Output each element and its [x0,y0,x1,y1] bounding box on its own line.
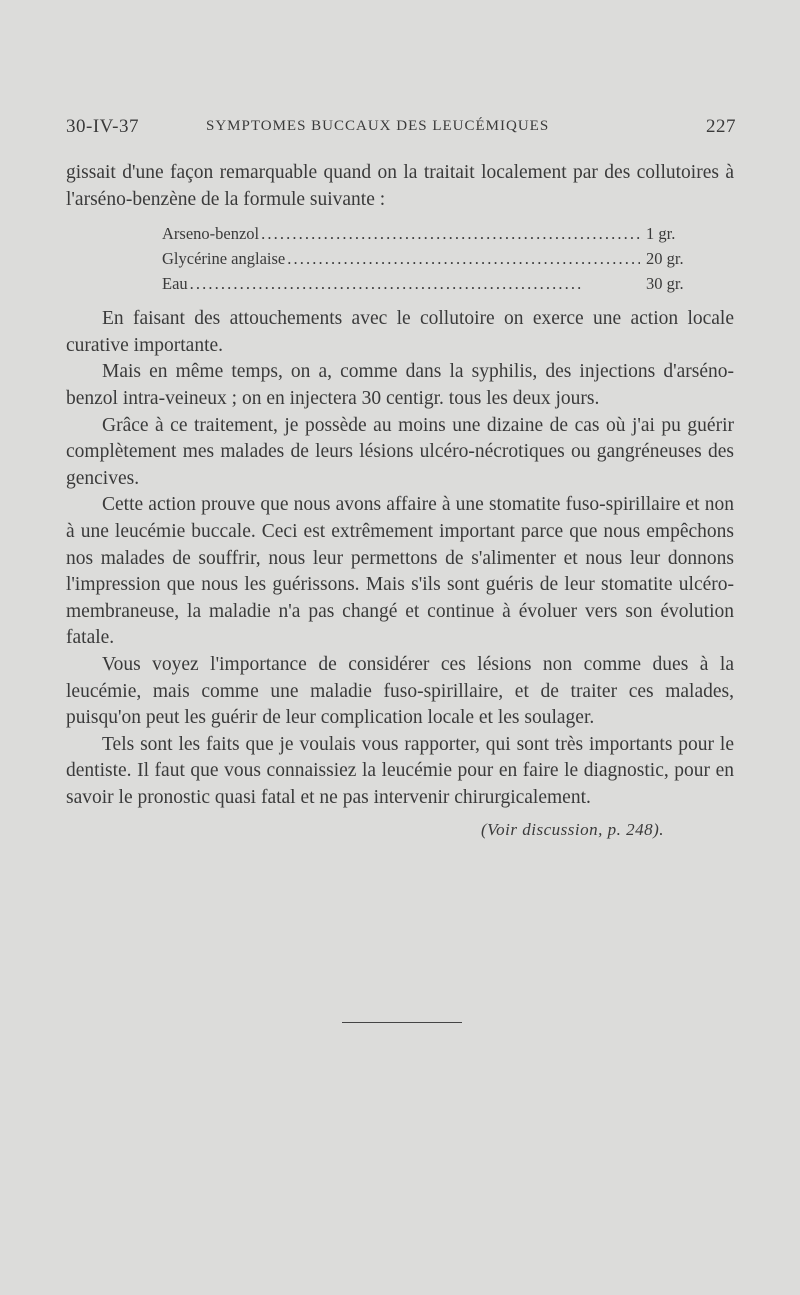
formula-quantity: 30 gr. [646,274,684,294]
header-date: 30-IV-37 [66,116,139,137]
formula-ingredient: Arseno-benzol [162,224,260,244]
leader-dots [261,221,640,246]
body-text [66,160,734,844]
page-number: 227 [706,116,736,137]
paragraph: Grâce à ce traitement, je possède au moins une dizaine de cas où j'ai pu guérir complètement mes malades de leurs lésions ulcéro-nécrotiques ou gangréneuses des gencives. [66,414,734,489]
running-header [66,116,736,140]
paragraph: Vous voyez l'importance de considérer ces lésions non comme dues à la leucémie, mais comme une maladie fuso-spirillaire, et de traiter ces malades, puisqu'on peut les guérir de leur complication locale et les soulager. [66,653,734,729]
formula-quantity: 20 gr. [646,249,684,269]
formula-quantity: 1 gr. [646,224,676,244]
section-divider [342,1022,462,1023]
header-title: SYMPTOMES BUCCAUX DES LEUCÉMIQUES [206,118,550,134]
paragraph: En faisant des attouchements avec le collutoire on exerce une action locale curative importante. [66,308,734,356]
formula-row [162,221,708,246]
formula-ingredient: Eau [162,274,188,294]
formula-row [162,271,708,296]
formula-table [162,221,708,296]
intro-paragraph: gissait d'une façon remarquable quand on la traitait localement par des collutoires à l'arséno-benzène de la formule suivante : [66,162,734,210]
paragraph: Tels sont les faits que je voulais vous rapporter, qui sont très importants pour le dentiste. Il faut que vous connaissiez la leucémie pour en faire le diagnostic, pour en savoir le pronostic quasi fatal et ne pas intervenir chirurgicalement. [66,733,734,808]
leader-dots [287,246,640,271]
paragraph: Mais en même temps, on a, comme dans la syphilis, des injections d'arséno-benzol intra-veineux ; on en injectera 30 centigr. tous les deux jours. [66,361,734,409]
formula-ingredient: Glycérine anglaise [162,249,286,269]
discussion-reference: (Voir discussion, p. 248). [481,820,664,840]
leader-dots [190,271,640,296]
paragraph: Cette action prouve que nous avons affaire à une stomatite fuso-spirillaire et non à une leucémie buccale. Ceci est extrêmement important parce que nous empêchons nos malades de souffrir, nous leur permettons de s'alimenter et nous leur donnons l'impression que nous les guérissons. Mais s'ils sont guéris de leur stomatite ulcéro-membraneuse, la maladie n'a pas changé et continue à évoluer vers son évolution fatale. [66,494,734,649]
formula-row [162,246,708,271]
